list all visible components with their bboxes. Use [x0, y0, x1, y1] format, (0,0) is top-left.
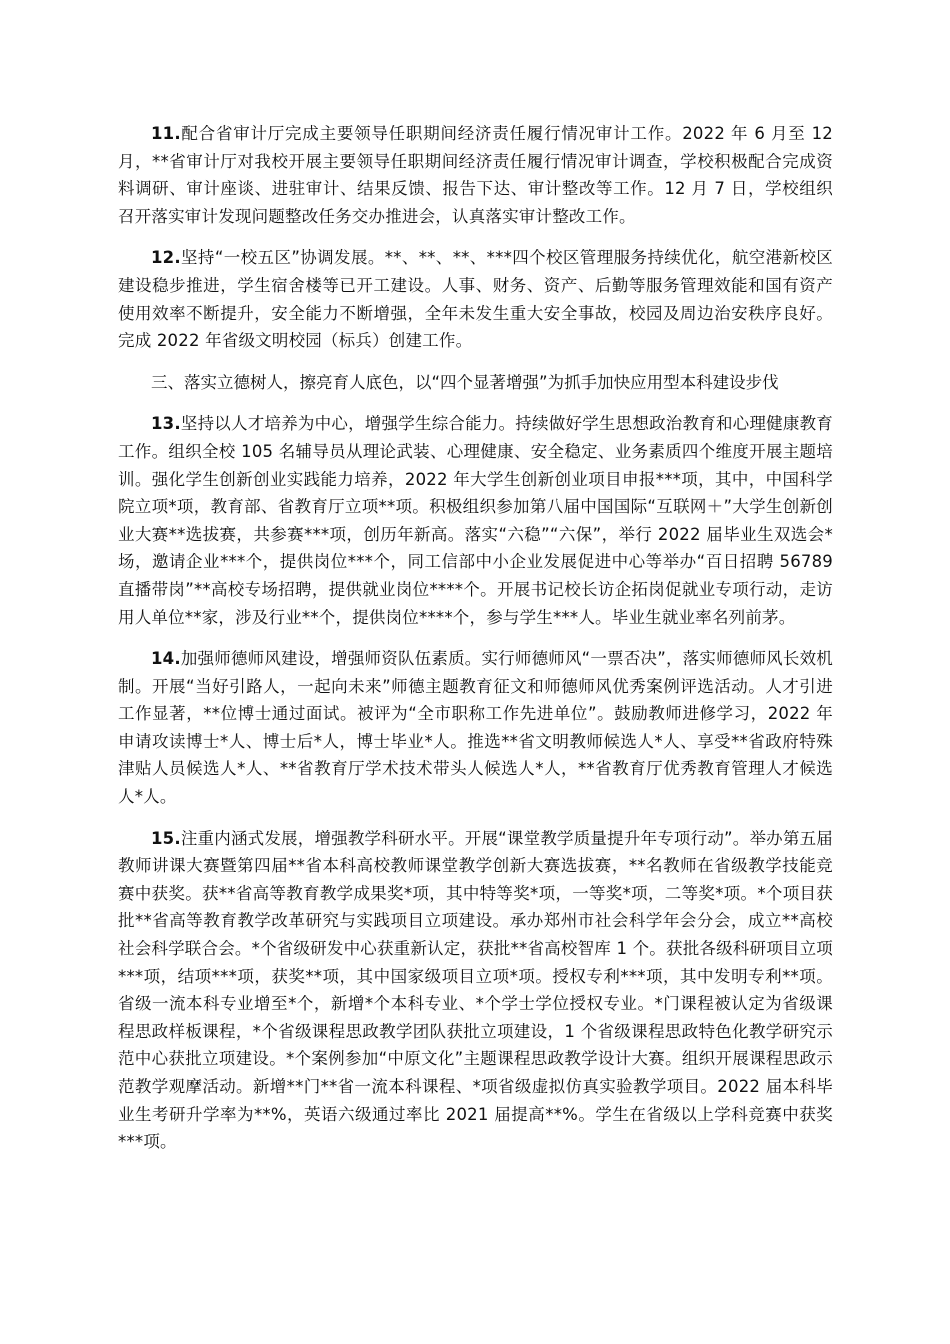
paragraph-13 — [118, 410, 833, 631]
paragraph-14 — [118, 645, 833, 811]
paragraph-text: 注重内涵式发展，增强教学科研水平。开展“课堂教学质量提升年专项行动”。举办第五届教师讲课大赛暨第四届**省本科高校教师课堂教学创新大赛选拔赛，**名教师在省级教学技能竞赛中获奖。获**省高等教育教学成果奖*项，其中特等奖*项，一等奖*项，二等奖*项。*个项目获批**省高等教育教学改革研究与实践项目立项建设。承办郑州市社会科学年会分会，成立**高校社会科学联合会。*个省级研发中心获重新认定，获批**省高校智库 1 个。获批各级科研项目立项***项，结项***项，获奖**项，其中国家级项目立项*项。授权专利***项，其中发明专利**项。省级一流本科专业增至*个，新增*个本科专业、*个学士学位授权专业。*门课程被认定为省级课程思政样板课程，*个省级课程思政教学团队获批立项建设，1 个省级课程思政特色化教学研究示范中心获批立项建设。*个案例参加“中原文化”主题课程思政教学设计大赛。组织开展课程思政示范教学观摩活动。新增**门**省一流本科课程、*项省级虚拟仿真实验教学项目。2022 届本科毕业生考研升学率为**%，英语六级通过率比 2021 届提高**%。学生在省级以上学科竞赛中获奖***项。 — [118, 828, 833, 1152]
paragraph-text: 坚持以人才培养为中心，增强学生综合能力。持续做好学生思想政治教育和心理健康教育工作。组织全校 105 名辅导员从理论武装、心理健康、安全稳定、业务素质四个维度开展主题培训。强化学生创新创业实践能力培养，2022 年大学生创新创业项目申报***项，其中，中国科学院立项*项，教育部、省教育厅立项**项。积极组织参加第八届中国国际“互联网＋”大学生创新创业大赛**选拔赛，共参赛***项，创历年新高。落实“六稳”“六保”，举行 2022 届毕业生双选会*场，邀请企业***个，提供岗位***个，同工信部中小企业发展促进中心等举办“百日招聘 56789 直播带岗”**高校专场招聘，提供就业岗位****个。开展书记校长访企拓岗促就业专项行动，走访用人单位**家，涉及行业**个，提供岗位****个，参与学生***人。毕业生就业率名列前茅。 — [118, 414, 833, 627]
paragraph-text: 配合省审计厅完成主要领导任职期间经济责任履行情况审计工作。2022 年 6 月至 12 月，**省审计厅对我校开展主要领导任职期间经济责任履行情况审计调查，学校积极配合完成资料调研、审计座谈、进驻审计、结果反馈、报告下达、审计整改等工作。12 月 7 日，学校组织召开落实审计发现问题整改任务交办推进会，认真落实审计整改工作。 — [118, 124, 833, 226]
paragraph-text: 加强师德师风建设，增强师资队伍素质。实行师德师风“一票否决”，落实师德师风长效机制。开展“当好引路人，一起向未来”师德主题教育征文和师德师风优秀案例评选活动。人才引进工作显著，**位博士通过面试。被评为“全市职称工作先进单位”。鼓励教师进修学习，2022 年申请攻读博士*人、博士后*人，博士毕业*人。推选**省文明教师候选人*人、享受**省政府特殊津贴人员候选人*人、**省教育厅学术技术带头人候选人*人，**省教育厅优秀教育管理人才候选人*人。 — [118, 649, 833, 807]
paragraph-number: 13. — [151, 414, 181, 434]
paragraph-text: 坚持“一校五区”协调发展。**、**、**、***四个校区管理服务持续优化，航空港新校区建设稳步推进，学生宿舍楼等已开工建设。人事、财务、资产、后勤等服务管理效能和国有资产使用效率不断提升，安全能力不断增强，全年未发生重大安全事故，校园及周边治安秩序良好。完成 2022 年省级文明校园（标兵）创建工作。 — [118, 248, 833, 351]
paragraph-number: 14. — [151, 649, 181, 669]
paragraph-number: 12. — [151, 248, 181, 268]
paragraph-number: 15. — [151, 828, 181, 848]
section-heading: 三、落实立德树人，擦亮育人底色，以“四个显著增强”为抓手加快应用型本科建设步伐 — [151, 372, 779, 392]
paragraph-number: 11. — [151, 124, 181, 143]
document-page — [118, 120, 833, 1170]
paragraph-15 — [118, 825, 833, 1156]
paragraph-11 — [118, 120, 833, 230]
paragraph-12 — [118, 244, 833, 354]
